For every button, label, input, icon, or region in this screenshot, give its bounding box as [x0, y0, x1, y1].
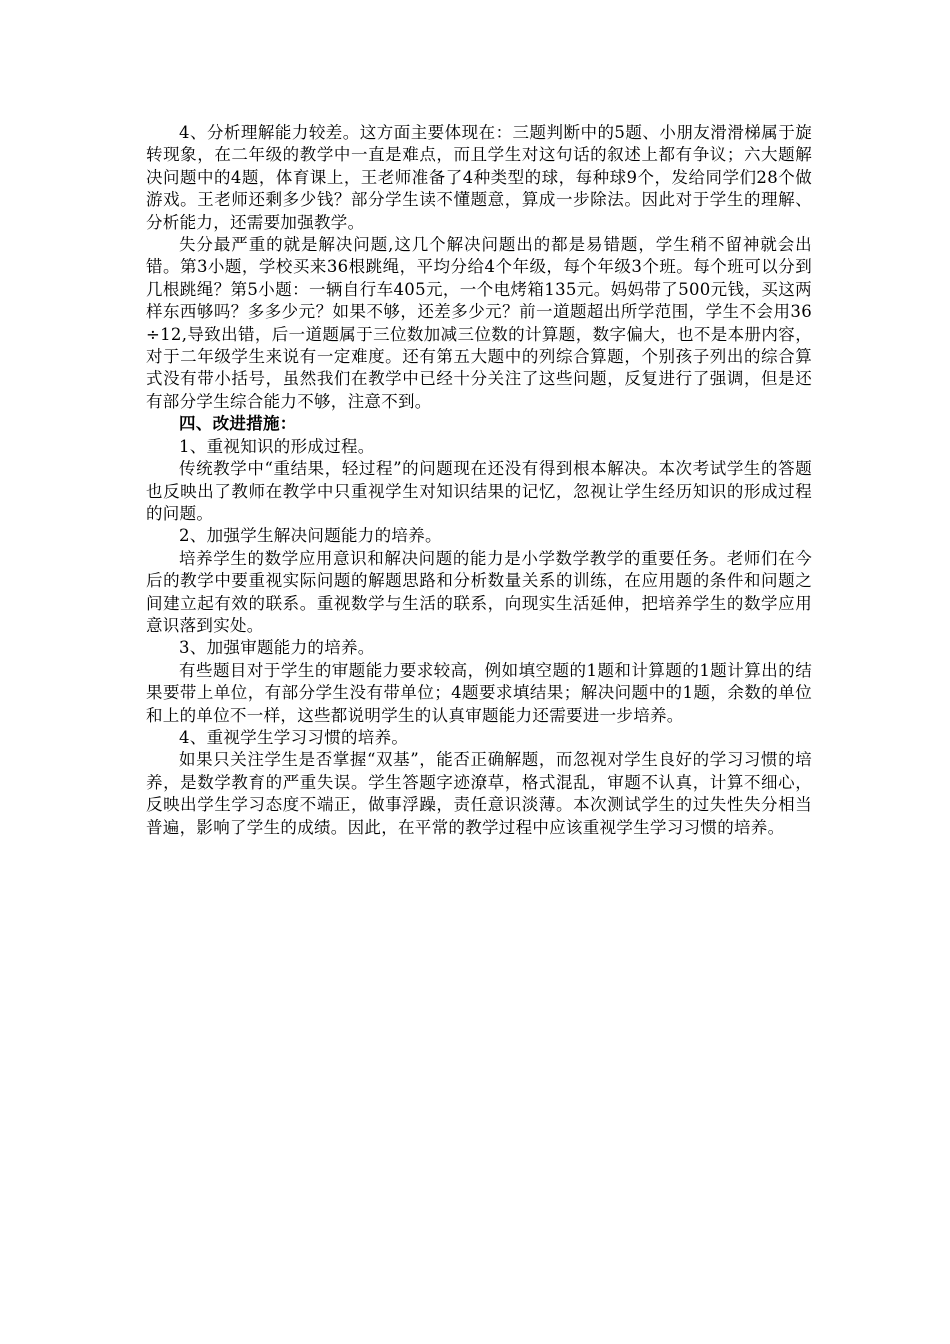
paragraph-problem-solving-loss: 失分最严重的就是解决问题,这几个解决问题出的都是易错题，学生稍不留神就会出错。第3小题，学校买来36根跳绳，平均分给4个年级，每个年级3个班。每个班可以分到几根跳绳？第5小题：一辆自行车405元，一个电烤箱135元。妈妈带了500元钱，买这两样东西够吗？多多少元？如果不够，还差多少元？前一道题超出所学范围，学生不会用36÷12,导致出错，后一道题属于三位数加减三位数的计算题，数字偏大，也不是本册内容，对于二年级学生来说有一定难度。还有第五大题中的列综合算题，个别孩子列出的综合算式没有带小括号，虽然我们在教学中已经十分关注了这些问题，反复进行了强调，但是还有部分学生综合能力不够，注意不到。 — [146, 235, 812, 411]
section-heading-improvement: 四、改进措施： — [179, 414, 297, 434]
paragraph-reading-questions: 有些题目对于学生的审题能力要求较高，例如填空题的1题和计算题的1题计算出的结果要带上单位，有部分学生没有带单位；4题要求填结果；解决问题中的1题，余数的单位和上的单位不一样，这些都说明学生的认真审题能力还需要进一步培养。 — [146, 660, 812, 725]
paragraph-knowledge-process: 传统教学中“重结果，轻过程”的问题现在还没有得到根本解决。本次考试学生的答题也反映出了教师在教学中只重视学生对知识结果的记忆，忽视让学生经历知识的形成过程的问题。 — [146, 459, 812, 523]
subheading-problem-solving: 2、加强学生解决问题能力的培养。 — [179, 526, 442, 546]
paragraph-analysis-ability: 4、分析理解能力较差。这方面主要体现在：三题判断中的5题、小朋友滑滑梯属于旋转现象，在二年级的教学中一直是难点，而且学生对这句话的叙述上都有争议；六大题解决问题中的4题，体育课上，王老师准备了4种类型的球，每种球9个，发给同学们28个做游戏。王老师还剩多少钱？部分学生读不懂题意，算成一步除法。因此对于学生的理解、分析能力，还需要加强教学。 — [146, 123, 812, 232]
paragraph-study-habits: 如果只关注学生是否掌握“双基”，能否正确解题，而忽视对学生良好的学习习惯的培养，是数学教育的严重失误。学生答题字迹潦草，格式混乱，审题不认真，计算不细心，反映出学生学习态度不端正，做事浮躁，责任意识淡薄。本次测试学生的过失性失分相当普遍，影响了学生的成绩。因此，在平常的教学过程中应该重视学生学习习惯的培养。 — [146, 750, 812, 837]
document-page — [146, 122, 812, 839]
paragraph-problem-solving: 培养学生的数学应用意识和解决问题的能力是小学数学教学的重要任务。老师们在今后的教学中要重视实际问题的解题思路和分析数量关系的训练，在应用题的条件和问题之间建立起有效的联系。重视数学与生活的联系，向现实生活延伸，把培养学生的数学应用意识落到实处。 — [146, 548, 812, 635]
subheading-reading-questions: 3、加强审题能力的培养。 — [179, 638, 375, 658]
subheading-study-habits: 4、重视学生学习习惯的培养。 — [179, 727, 409, 747]
subheading-knowledge-process: 1、重视知识的形成过程。 — [179, 436, 375, 456]
